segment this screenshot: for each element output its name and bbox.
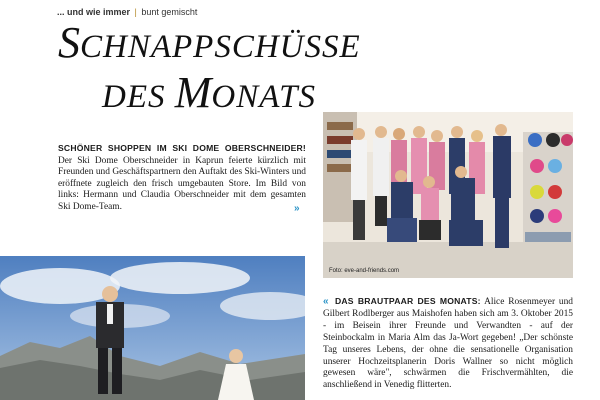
- wedding-couple-illustration: [0, 256, 305, 400]
- headline-line-2: DES MONATS: [102, 68, 317, 117]
- photo-credit: Foto: eve-and-friends.com: [329, 268, 400, 274]
- arrow-right-icon: »: [294, 203, 300, 214]
- story-ski-dome-body: Der Ski Dome Oberschneider in Kaprun feierte kürzlich mit Freunden und Geschäftspartnern den Auftakt des Ski-Winters und eröffnete zugleich den frisch umgebauten Store. Im Bild von links: Hermann und Claudia Oberschneider mit dem gesamten Ski Dome-Team.: [58, 155, 306, 212]
- story-bridal-couple-lead: DAS BRAUTPAAR DES MONATS:: [335, 296, 481, 306]
- store-team-photo: [323, 112, 573, 278]
- store-team-illustration: [323, 112, 573, 278]
- arrow-left-icon: «: [323, 296, 329, 307]
- headline-line-1: SCHNAPPSCHÜSSE: [58, 18, 361, 67]
- kicker-separator: |: [134, 7, 137, 17]
- page-title: [58, 20, 398, 120]
- story-bridal-couple-body: Alice Rosenmeyer und Gilbert Rodlberger aus Maishofen haben sich am 3. Oktober 2015 - im Beisein ihrer Freunde und Verwandten - auf der Steinbockalm in Maria Alm das Ja-Wort gegeben! „Der schönste Tag unseres Lebens, der ohne die sensationelle Organisation unserer Hochzeitsplanerin Doris Wallner so nicht möglich gewesen wäre", schwärmen die Frischvermählten, die anschließend in Venedig flitterten.: [323, 297, 573, 391]
- section-kicker: [57, 7, 197, 17]
- kicker-bold: ... und wie immer: [57, 7, 131, 17]
- story-bridal-couple: [323, 296, 573, 392]
- story-ski-dome-lead: SCHÖNER SHOPPEN IM SKI DOME OBERSCHNEIDER!: [58, 143, 306, 153]
- kicker-section: bunt gemischt: [141, 7, 198, 17]
- story-ski-dome: [58, 143, 306, 214]
- wedding-couple-photo: [0, 256, 305, 400]
